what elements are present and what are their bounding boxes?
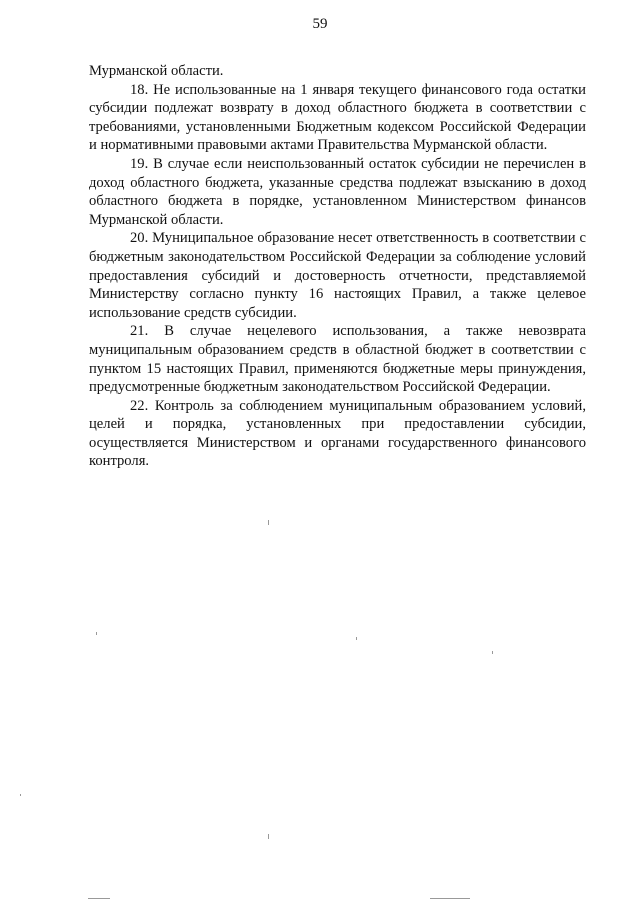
scan-speck — [20, 794, 21, 796]
scan-speck — [268, 520, 269, 525]
scan-speck — [492, 651, 493, 654]
page-number: 59 — [312, 16, 328, 32]
scan-speck — [88, 898, 110, 899]
scan-speck — [356, 637, 357, 640]
paragraph-18: 18. Не использованные на 1 января текущего финансового года остатки субсидии подлежат возврату в доход областного бюджета в соответствии с требованиями, установленными Бюджетным кодексом Российской Федерации и нормативными правовыми актами Правительства Мурманской области. — [89, 81, 586, 154]
paragraph-21: 21. В случае нецелевого использования, а также невозврата муниципальным образованием средств в областной бюджет в соответствии с пунктом 15 настоящих Правил, применяются бюджетные меры принуждения, предусмотренные бюджетным законодательством Российской Федерации. — [89, 323, 586, 396]
paragraph-22: 22. Контроль за соблюдением муниципальным образованием условий, целей и порядка, установленных при предоставлении субсидии, осуществляется Министерством и органами государственного финансового контроля. — [89, 397, 586, 470]
paragraph-continuation: Мурманской области. — [89, 63, 224, 79]
document-body — [89, 62, 586, 471]
paragraph-19: 19. В случае если неиспользованный остаток субсидии не перечислен в доход областного бюджета, указанные средства подлежат взысканию в доход областного бюджета в порядке, установленном Министерством финансов Мурманской области. — [89, 155, 586, 228]
scan-speck — [268, 834, 269, 839]
paragraph-20: 20. Муниципальное образование несет ответственность в соответствии с бюджетным законодательством Российской Федерации за соблюдение условий предоставления субсидий и достоверность отчетности, представляемой Министерству согласно пункту 16 настоящих Правил, а также целевое использование средств субсидии. — [89, 230, 586, 321]
scan-speck — [430, 898, 470, 899]
scan-speck — [96, 632, 97, 635]
